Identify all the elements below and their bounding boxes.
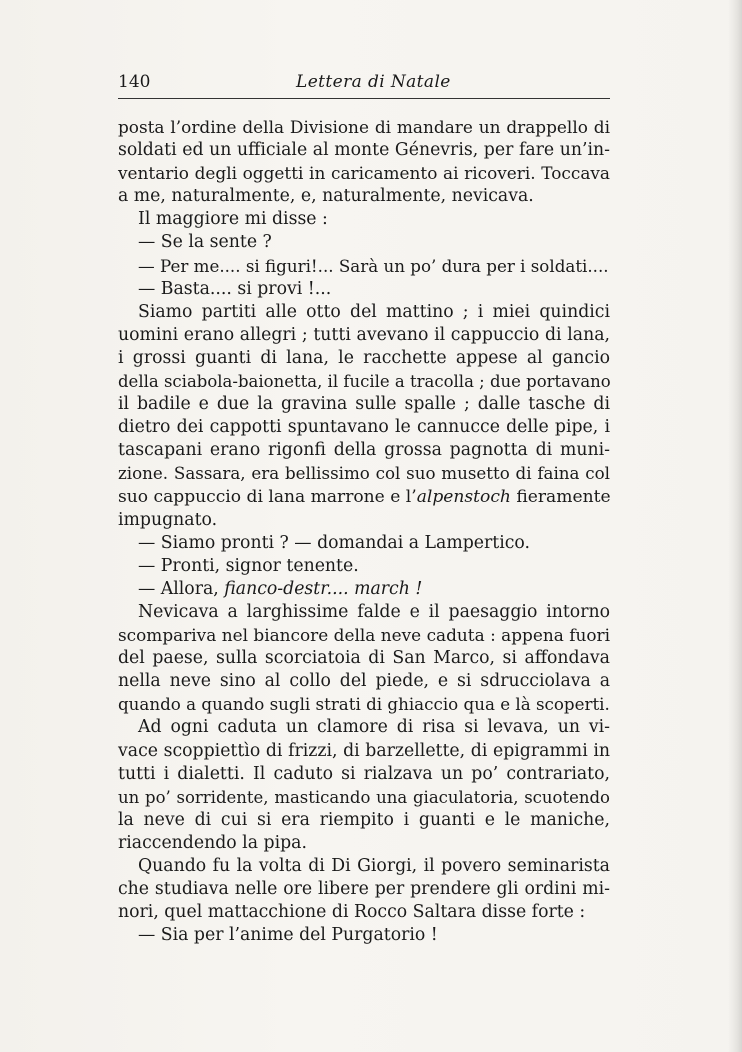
text-line: scompariva nel biancore della neve caduta : appena fuori: [118, 625, 610, 646]
text-line: la neve di cui si era riempito i guanti e le maniche,: [118, 809, 610, 830]
text-line: — Se la sente ?: [138, 232, 272, 253]
text-line: soldati ed un ufficiale al monte Génevris, per fare un’in-: [118, 140, 610, 161]
text-line: — Allora, fianco-destr.... march !: [138, 578, 423, 599]
text-line: Nevicava a larghissime falde e il paesaggio intorno: [138, 601, 610, 622]
text-line: nella neve sino al collo del piede, e si sdrucciolava a: [118, 671, 610, 692]
text-line: quando a quando sugli strati di ghiaccio qua e là scoperti.: [118, 694, 610, 715]
text-line: posta l’ordine della Divisione di mandare un drappello di: [118, 117, 610, 137]
italic-term: fianco-destr.... march !: [224, 578, 423, 599]
text-line: uomini erano allegri ; tutti avevano il cappuccio di lana,: [118, 324, 610, 345]
header-rule: [118, 98, 610, 99]
text-line: il badile e due la gravina sulle spalle ; dalle tasche di: [118, 394, 610, 415]
text-line: a me, naturalmente, e, naturalmente, nevicava.: [118, 186, 534, 207]
text-line: Il maggiore mi disse :: [138, 209, 328, 230]
running-head: Lettera di Natale: [296, 72, 451, 92]
text-line: Ad ogni caduta un clamore di risa si levava, un vi-: [138, 717, 610, 738]
text-line: della sciabola-baionetta, il fucile a tracolla ; due portavano: [118, 372, 611, 392]
text-line: — Basta.... si provi !...: [138, 278, 332, 299]
text-line: nori, quel mattacchione di Rocco Saltara disse forte :: [118, 902, 586, 923]
text-line: che studiava nelle ore libere per prendere gli ordini mi-: [118, 879, 610, 900]
text-line: suo cappuccio di lana marrone e l’alpenstoch fieramente: [118, 486, 611, 507]
text-line: — Sia per l’anime del Purgatorio !: [138, 925, 438, 946]
text-line: impugnato.: [118, 509, 218, 530]
text-line: tutti i dialetti. Il caduto si rialzava un po’ contrariato,: [118, 763, 610, 784]
text-line: zione. Sassara, era bellissimo col suo musetto di faina col: [118, 463, 610, 484]
body-text: [118, 116, 610, 947]
text-line: del paese, sulla scorciatoia di San Marco, si affondava: [118, 648, 610, 669]
text-line: Quando fu la volta di Di Giorgi, il povero seminarista: [138, 856, 610, 876]
text-line: Siamo partiti alle otto del mattino ; i miei quindici: [138, 301, 610, 322]
text-line: vace scoppiettìo di frizzi, di barzellette, di epigrammi in: [118, 740, 610, 761]
text-line: riaccendendo la pipa.: [118, 832, 307, 853]
page-edge-shadow: [728, 0, 742, 1052]
text-line: ventario degli oggetti in caricamento ai ricoveri. Toccava: [118, 163, 610, 184]
text-line: i grossi guanti di lana, le racchette appese al gancio: [118, 347, 610, 368]
italic-term: alpenstoch: [416, 486, 511, 507]
text-line: tascapani erano rigonfi della grossa pagnotta di muni-: [118, 440, 610, 461]
text-line: un po’ sorridente, masticando una giaculatoria, scuotendo: [118, 787, 610, 807]
text-line: dietro dei cappotti spuntavano le cannucce delle pipe, i: [118, 417, 610, 438]
page-header: [118, 72, 610, 98]
page-number: 140: [118, 72, 151, 92]
text-line: — Per me.... si figuri!... Sarà un po’ dura per i soldati....: [138, 255, 609, 276]
text-line: — Pronti, signor tenente.: [138, 555, 359, 576]
text-line: — Siamo pronti ? — domandai a Lampertico.: [138, 532, 531, 553]
